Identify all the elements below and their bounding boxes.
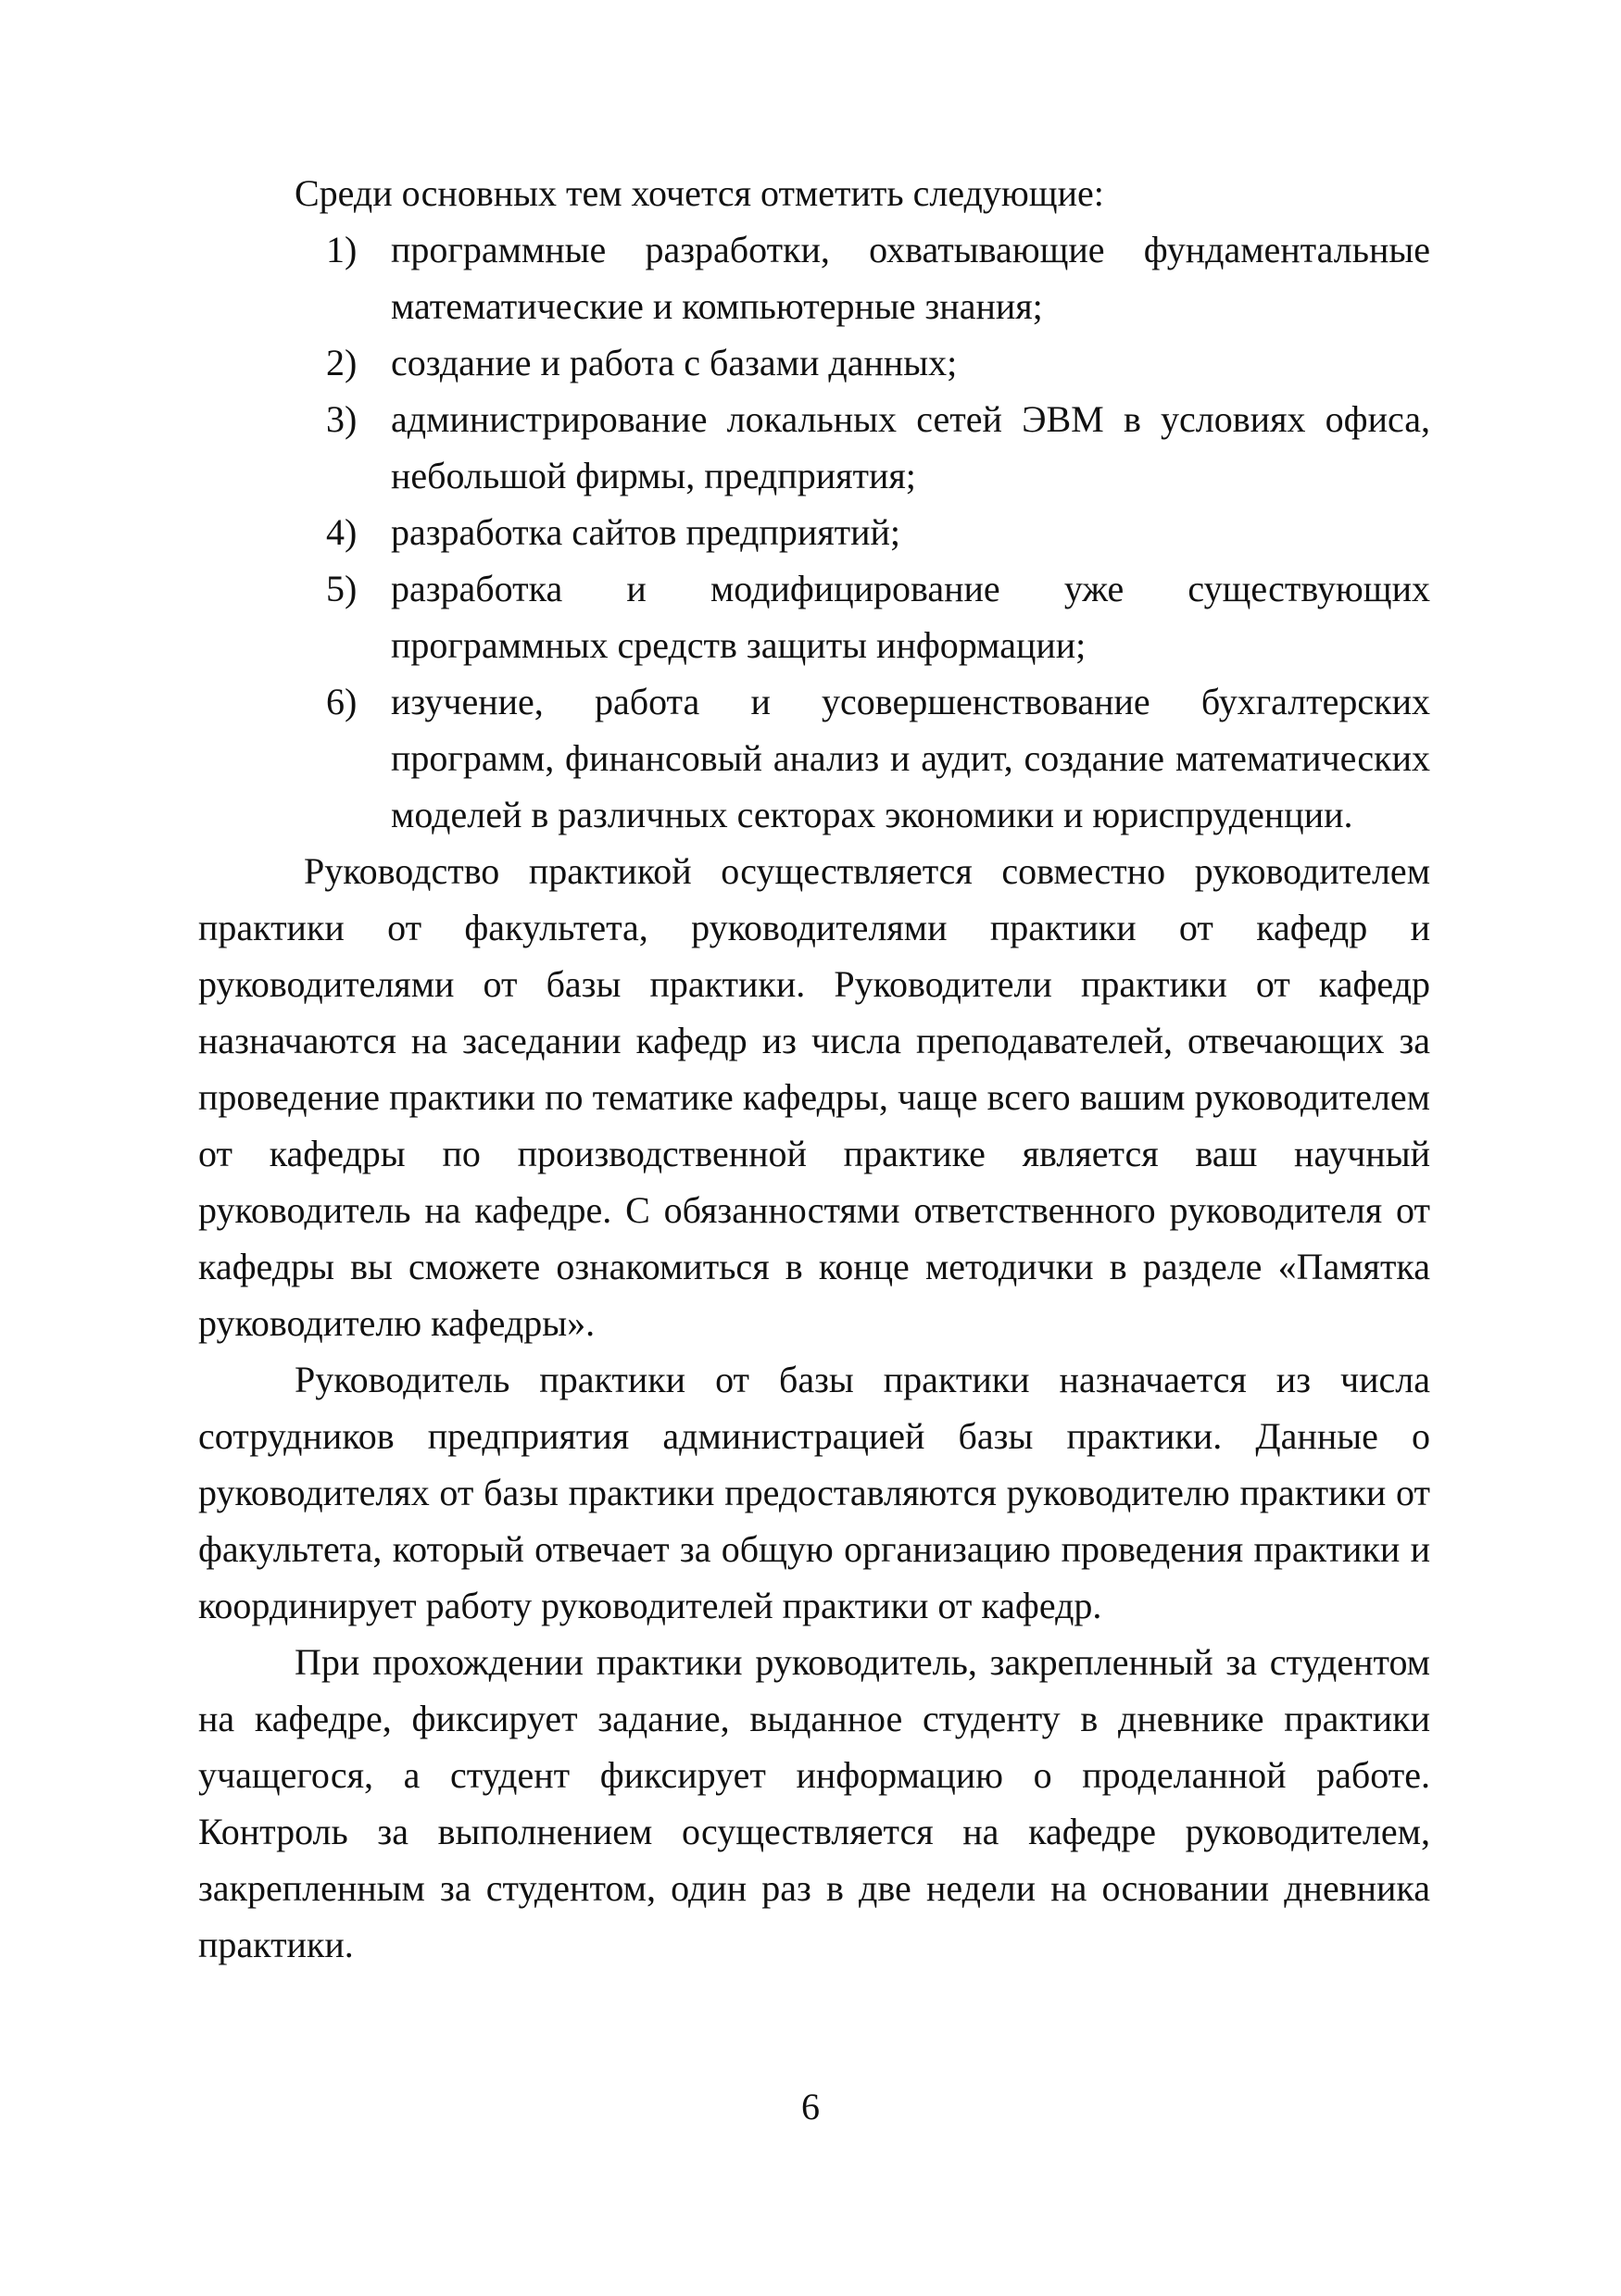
- list-item-number: 2): [326, 342, 358, 383]
- list-item-text: изучение, работа и усовершенствование бухгалтерских программ, финансовый анализ и аудит, создание математических моделей в различных секторах экономики и юриспруденции.: [391, 681, 1430, 835]
- list-item: [326, 560, 1430, 673]
- list-item-number: 1): [326, 229, 358, 270]
- list-item-number: 4): [326, 511, 358, 553]
- topics-list: [198, 221, 1430, 843]
- list-item-text: программные разработки, охватывающие фундаментальные математические и компьютерные знания;: [391, 229, 1430, 327]
- list-item: [326, 504, 1430, 560]
- list-item-number: 5): [326, 568, 358, 609]
- paragraph-base-supervisor: Руководитель практики от базы практики назначается из числа сотрудников предприятия администрацией базы практики. Данные о руководителях от базы практики предоставляются руководителю практики от факультета, который отвечает за общую организацию проведения практики и координирует работу руководителей практики от кафедр.: [198, 1359, 1430, 1626]
- list-item-text: разработка сайтов предприятий;: [391, 511, 901, 553]
- list-item: [326, 334, 1430, 391]
- list-item-text: разработка и модифицирование уже существующих программных средств защиты информации;: [391, 568, 1430, 666]
- page-number: 6: [801, 2086, 820, 2127]
- list-item-text: создание и работа с базами данных;: [391, 342, 958, 383]
- topics-intro: Среди основных тем хочется отметить следующие:: [295, 172, 1104, 214]
- list-item-number: 6): [326, 681, 358, 722]
- paragraph-supervision: Руководство практикой осуществляется совместно руководителем практики от факультета, руководителями практики от кафедр и руководителями от базы практики. Руководители практики от кафедр назначаются на заседании кафедр из числа преподавателей, отвечающих за проведение практики по тематике кафедры, чаще всего вашим руководителем от кафедры по производственной практике является ваш научный руководитель на кафедре. С обязанностями ответственного руководителя от кафедры вы сможете ознакомиться в конце методички в разделе «Памятка руководителю кафедры».: [198, 850, 1430, 1344]
- list-item: [326, 391, 1430, 504]
- list-item-number: 3): [326, 398, 358, 440]
- page-body: [198, 165, 1430, 1973]
- list-item-text: администрирование локальных сетей ЭВМ в условиях офиса, небольшой фирмы, предприятия;: [391, 398, 1430, 496]
- list-item: [326, 221, 1430, 334]
- paragraph-control: При прохождении практики руководитель, закрепленный за студентом на кафедре, фиксирует задание, выданное студенту в дневнике практики учащегося, а студент фиксирует информацию о проделанной работе. Контроль за выполнением осуществляется на кафедре руководителем, закрепленным за студентом, один раз в две недели на основании дневника практики.: [198, 1641, 1430, 1965]
- list-item: [326, 673, 1430, 843]
